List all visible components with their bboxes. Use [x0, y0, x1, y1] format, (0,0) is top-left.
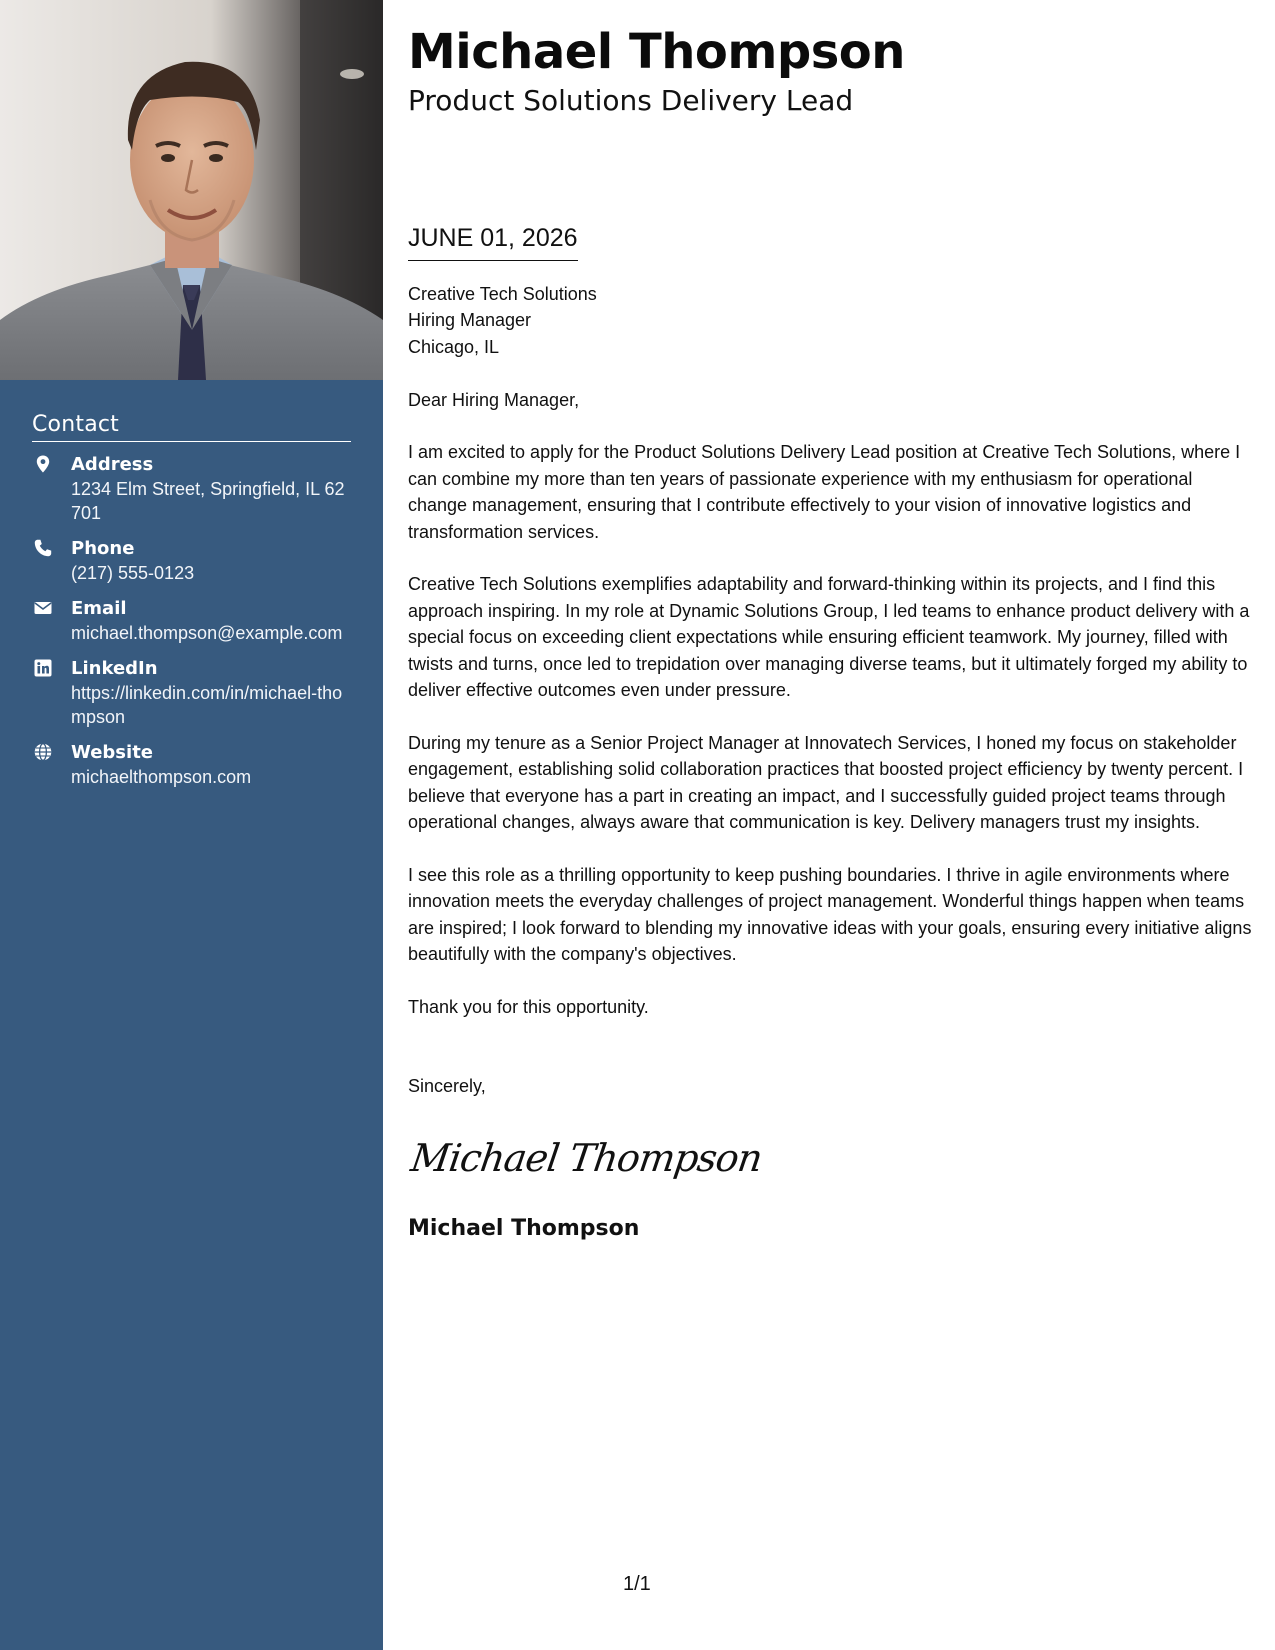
- page-number: 1/1: [623, 1573, 651, 1595]
- body-paragraph: I see this role as a thrilling opportunity to keep pushing boundaries. I thrive in agile environments where innovation meets the everyday challenges of project management. Wonderful things happen when teams are inspired; I look forward to blending my innovative ideas with your goals, ensuring every initiative aligns beautifully with the company's objectives.: [408, 864, 1252, 965]
- signed-name: Michael Thompson: [408, 1215, 640, 1241]
- salutation: Dear Hiring Manager,: [408, 389, 580, 410]
- body-paragraph: I am excited to apply for the Product Solutions Delivery Lead position at Creative Tech Solutions, where I can combine my more than ten years of passionate experience with my enthusiasm for operational change management, ensuring that I contribute effectively to your vision of innovative logistics and transformation services.: [408, 442, 1241, 542]
- contact-label: Website: [71, 742, 154, 763]
- contact-list: [32, 453, 351, 789]
- recipient-role: Hiring Manager: [408, 310, 532, 331]
- contact-label: Phone: [71, 538, 135, 559]
- globe-icon: [34, 743, 52, 761]
- job-title: Product Solutions Delivery Lead: [408, 84, 854, 117]
- recipient-location: Chicago, IL: [408, 336, 500, 357]
- phone-icon: [34, 539, 52, 557]
- phone-value: (217) 555-0123: [71, 563, 195, 583]
- closing: Sincerely,: [408, 1076, 486, 1097]
- letter-body: [408, 281, 1253, 1243]
- body-paragraph: During my tenure as a Senior Project Manager at Innovatech Services, I honed my focus on stakeholder engagement, establishing solid collaboration practices that boosted project efficiency by twenty percent. I believe that everyone has a part in creating an impact, and I successfully guided project teams through operational changes, always aware that communication is key. Delivery managers trust my insights.: [408, 732, 1244, 833]
- handwritten-signature: Michael Thompson: [408, 1135, 765, 1180]
- letter-date: JUNE 01, 2026: [408, 222, 578, 261]
- address-value: 1234 Elm Street, Springfield, IL 62701: [71, 479, 345, 523]
- contact-item-email: [32, 597, 351, 645]
- email-link[interactable]: michael.thompson@example.com: [71, 623, 343, 643]
- contact-label: Address: [71, 454, 154, 475]
- sidebar: [0, 0, 383, 1650]
- contact-label: LinkedIn: [71, 658, 158, 679]
- contact-label: Email: [71, 598, 127, 619]
- profile-photo: [0, 0, 383, 380]
- recipient-company: Creative Tech Solutions: [408, 284, 597, 304]
- contact-item-website: [32, 741, 351, 789]
- contact-heading: Contact: [32, 412, 351, 442]
- body-paragraph: Creative Tech Solutions exemplifies adaptability and forward-thinking within its projects, and I find this approach inspiring. In my role at Dynamic Solutions Group, I led teams to enhance product delivery with a special focus on exceeding client expectations while ensuring efficient teamwork. My journey, filled with twists and turns, once led to trepidation over managing diverse teams, but it ultimately forged my ability to deliver effective outcomes even under pressure.: [408, 574, 1250, 701]
- contact-section: [32, 412, 351, 789]
- contact-item-phone: [32, 537, 351, 585]
- linkedin-icon: [34, 659, 52, 677]
- applicant-name: Michael Thompson: [408, 24, 905, 80]
- profile-photo-graphic: [0, 0, 383, 380]
- contact-item-linkedin: [32, 657, 351, 729]
- linkedin-link[interactable]: https://linkedin.com/in/michael-thompson: [71, 683, 343, 727]
- map-pin-icon: [34, 455, 52, 473]
- contact-item-address: [32, 453, 351, 525]
- thank-you-line: Thank you for this opportunity.: [408, 996, 649, 1017]
- envelope-icon: [34, 599, 52, 617]
- website-link[interactable]: michaelthompson.com: [71, 767, 252, 787]
- recipient-block: [408, 281, 1253, 360]
